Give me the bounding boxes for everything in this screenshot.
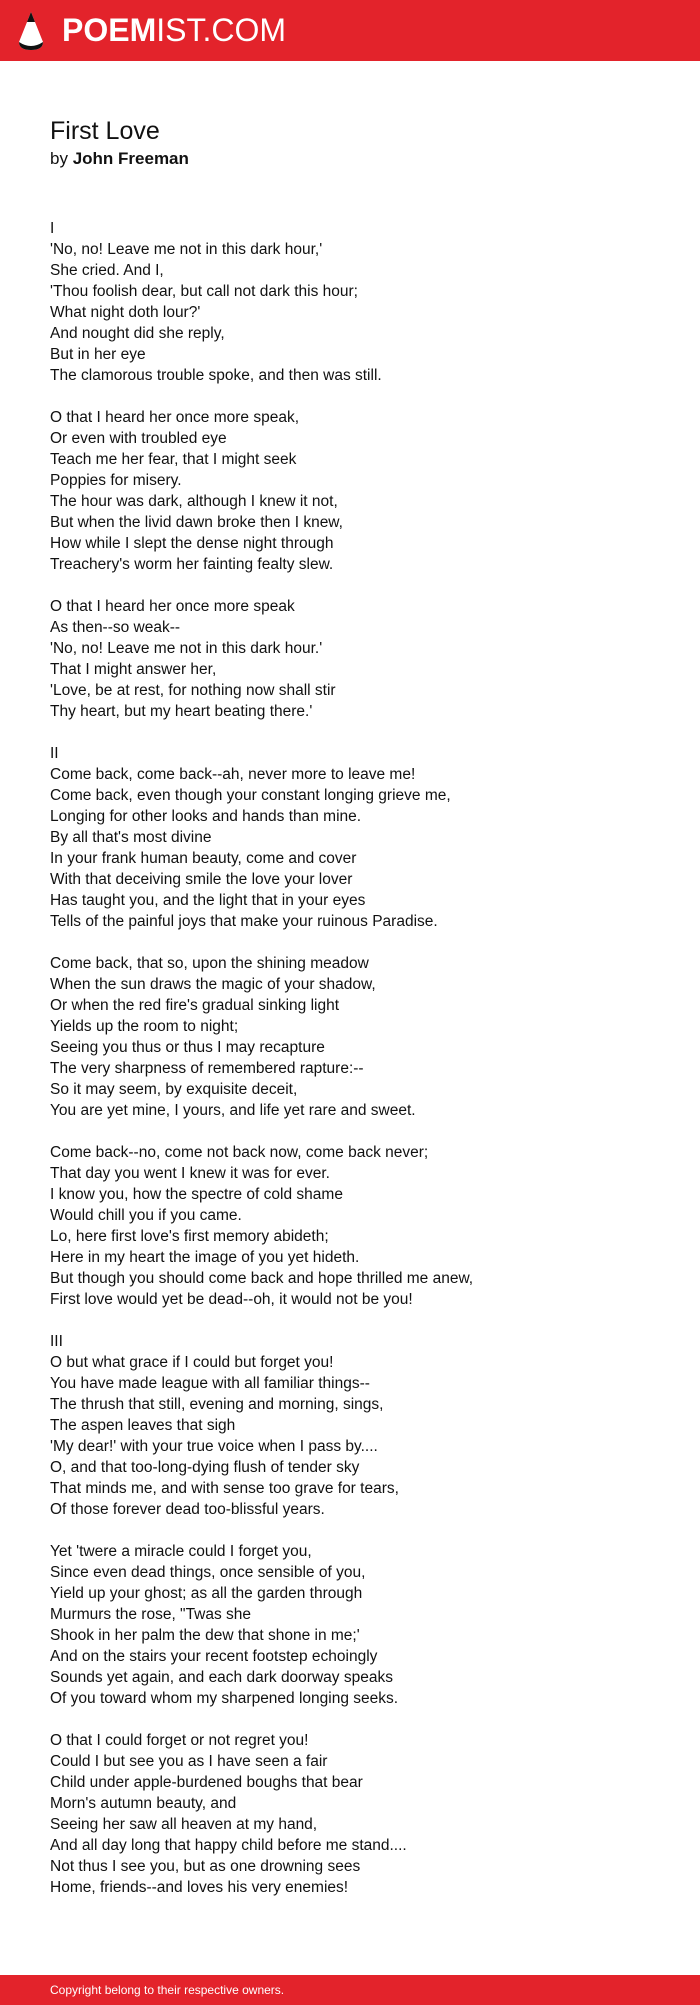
poem-line: The clamorous trouble spoke, and then was still. xyxy=(50,367,382,384)
poem-stanza xyxy=(50,1142,670,1310)
poem-line: And on the stairs your recent footstep echoingly xyxy=(50,1648,378,1665)
pencil-tip-icon[interactable] xyxy=(18,12,44,52)
poem-line: As then--so weak-- xyxy=(50,619,181,636)
poem-line: 'No, no! Leave me not in this dark hour.' xyxy=(50,640,323,657)
poem-line: The thrush that still, evening and morning, sings, xyxy=(50,1396,384,1413)
poem-line: Yields up the room to night; xyxy=(50,1018,239,1035)
poem-line: O that I could forget or not regret you! xyxy=(50,1732,309,1749)
poem-body xyxy=(50,218,670,1919)
poem-line: That I might answer her, xyxy=(50,661,217,678)
poem-line: Longing for other looks and hands than mine. xyxy=(50,808,362,825)
poem-line: 'No, no! Leave me not in this dark hour,' xyxy=(50,241,323,258)
author-name[interactable]: John Freeman xyxy=(72,149,189,168)
poem-line: The hour was dark, although I knew it not, xyxy=(50,493,338,510)
poem-line: Yet 'twere a miracle could I forget you, xyxy=(50,1543,312,1560)
poem-line: Home, friends--and loves his very enemies! xyxy=(50,1879,349,1896)
poem-line: I know you, how the spectre of cold shame xyxy=(50,1186,343,1203)
poem-stanza xyxy=(50,407,670,575)
poem-line: III xyxy=(50,1333,63,1350)
poem-line: By all that's most divine xyxy=(50,829,212,846)
poem-line: Come back, even though your constant longing grieve me, xyxy=(50,787,451,804)
byline xyxy=(50,148,189,170)
poem-line: O that I heard her once more speak, xyxy=(50,409,299,426)
poem-line: Yield up your ghost; as all the garden through xyxy=(50,1585,363,1602)
poem-line: Morn's autumn beauty, and xyxy=(50,1795,237,1812)
poem-line: You have made league with all familiar things-- xyxy=(50,1375,370,1392)
poem-line: Since even dead things, once sensible of you, xyxy=(50,1564,366,1581)
poem-line: Here in my heart the image of you yet hideth. xyxy=(50,1249,360,1266)
poem-line: The aspen leaves that sigh xyxy=(50,1417,236,1434)
poem-stanza xyxy=(50,1541,670,1709)
poem-title: First Love xyxy=(50,117,160,145)
poem-line: Or when the red fire's gradual sinking light xyxy=(50,997,339,1014)
poem-line: Come back, that so, upon the shining meadow xyxy=(50,955,369,972)
poem-stanza xyxy=(50,1730,670,1898)
poem-line: Has taught you, and the light that in your eyes xyxy=(50,892,366,909)
poem-stanza xyxy=(50,218,670,386)
poem-stanza xyxy=(50,596,670,722)
poem-line: But in her eye xyxy=(50,346,146,363)
poem-stanza xyxy=(50,1331,670,1520)
poem-line: So it may seem, by exquisite deceit, xyxy=(50,1081,298,1098)
poem-line: II xyxy=(50,745,59,762)
poem-line: Poppies for misery. xyxy=(50,472,182,489)
poem-line: O that I heard her once more speak xyxy=(50,598,295,615)
poem-line: Of those forever dead too-blissful years. xyxy=(50,1501,325,1518)
poem-line: Child under apple-burdened boughs that bear xyxy=(50,1774,363,1791)
logo-name-bold: POEM xyxy=(62,12,157,48)
poem-line: Would chill you if you came. xyxy=(50,1207,242,1224)
poem-line: With that deceiving smile the love your lover xyxy=(50,871,353,888)
poem-line: Lo, here first love's first memory abideth; xyxy=(50,1228,329,1245)
poem-line: In your frank human beauty, come and cover xyxy=(50,850,357,867)
copyright-text: Copyright belong to their respective owners. xyxy=(50,1983,285,1997)
by-label: by xyxy=(50,149,68,168)
poem-line: Of you toward whom my sharpened longing seeks. xyxy=(50,1690,399,1707)
poem-line: Teach me her fear, that I might seek xyxy=(50,451,297,468)
poem-line: O but what grace if I could but forget you! xyxy=(50,1354,334,1371)
site-logo[interactable] xyxy=(62,8,286,52)
poem-line: And nought did she reply, xyxy=(50,325,225,342)
poem-stanza xyxy=(50,743,670,932)
poem-line: O, and that too-long-dying flush of tender sky xyxy=(50,1459,360,1476)
poem-line: Thy heart, but my heart beating there.' xyxy=(50,703,313,720)
poem-line: First love would yet be dead--oh, it would not be you! xyxy=(50,1291,413,1308)
poem-line: What night doth lour?' xyxy=(50,304,201,321)
poem-line: You are yet mine, I yours, and life yet rare and sweet. xyxy=(50,1102,416,1119)
poem-line: Tells of the painful joys that make your ruinous Paradise. xyxy=(50,913,438,930)
site-footer xyxy=(0,1975,700,2005)
poem-line: When the sun draws the magic of your shadow, xyxy=(50,976,376,993)
poem-line: 'My dear!' with your true voice when I pass by.... xyxy=(50,1438,378,1455)
poem-line: Murmurs the rose, "Twas she xyxy=(50,1606,252,1623)
poem-line: But though you should come back and hope thrilled me anew, xyxy=(50,1270,474,1287)
poem-line: Sounds yet again, and each dark doorway speaks xyxy=(50,1669,393,1686)
poem-line: And all day long that happy child before me stand.... xyxy=(50,1837,407,1854)
poem-line: But when the livid dawn broke then I knew, xyxy=(50,514,343,531)
poem-line: How while I slept the dense night through xyxy=(50,535,334,552)
poem-line: Or even with troubled eye xyxy=(50,430,227,447)
poem-line: Come back, come back--ah, never more to leave me! xyxy=(50,766,416,783)
poem-line: She cried. And I, xyxy=(50,262,164,279)
poem-line: Shook in her palm the dew that shone in me;' xyxy=(50,1627,360,1644)
poem-line: That day you went I knew it was for ever. xyxy=(50,1165,330,1182)
poem-line: Seeing you thus or thus I may recapture xyxy=(50,1039,325,1056)
poem-line: The very sharpness of remembered rapture:-- xyxy=(50,1060,364,1077)
logo-name-thin: IST.COM xyxy=(156,12,287,48)
site-header xyxy=(0,0,700,61)
poem-stanza xyxy=(50,953,670,1121)
poem-line: I xyxy=(50,220,55,237)
poem-line: Come back--no, come not back now, come back never; xyxy=(50,1144,429,1161)
poem-line: Seeing her saw all heaven at my hand, xyxy=(50,1816,318,1833)
poem-line: That minds me, and with sense too grave for tears, xyxy=(50,1480,399,1497)
poem-line: 'Thou foolish dear, but call not dark this hour; xyxy=(50,283,358,300)
poem-line: Treachery's worm her fainting fealty slew. xyxy=(50,556,334,573)
poem-line: Could I but see you as I have seen a fair xyxy=(50,1753,328,1770)
poem-line: 'Love, be at rest, for nothing now shall stir xyxy=(50,682,336,699)
poem-line: Not thus I see you, but as one drowning sees xyxy=(50,1858,361,1875)
